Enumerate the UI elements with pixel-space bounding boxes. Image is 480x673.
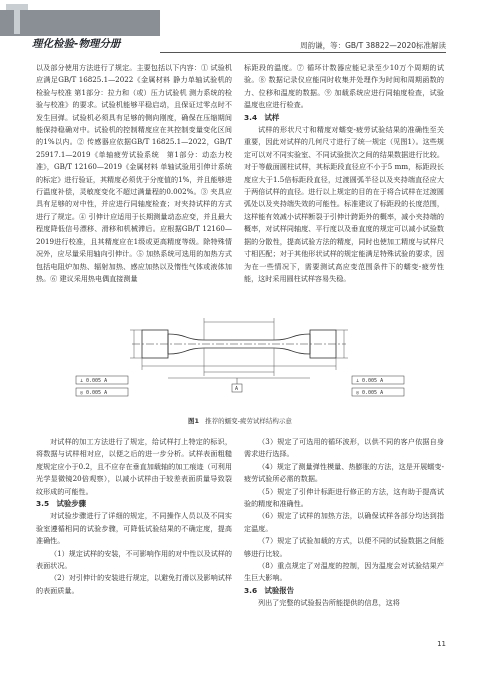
body-paragraph: （2）对引伸计的安装进行规定，以避免打滑以及影响试样的表面质量。 — [36, 573, 232, 595]
page-header — [0, 0, 480, 60]
journal-title: 理化检验-物理分册 — [32, 38, 121, 50]
body-paragraph: （4）规定了测量弹性模量、热膨胀的方法，这是开展蠕变-疲劳试验所必需的数据。 — [244, 461, 444, 484]
section-heading-3-6: 3.6 试验报告 — [244, 585, 295, 595]
body-paragraph: 以及部分使用方法进行了规定。主要包括以下内容：① 试验机应满足GB/T 16825.1—2022《金属材料 静力单轴试验机的检验与校准 第1部分：拉力和（或）压力试验机 测力系统的检验与校准》的要求。试验机能够平稳启动，且保证过零点时不发生回弹。试验机必须具有足够的侧向刚度，确保在压缩期间能保持稳确对中。试验机的控制精度应在其控制变量变化区间的1%以内。② 传感器应依据GB/T 16825.1—2022，GB/T 25917.1—2019《单轴疲劳试验系统 第1部分：动态力校准》，GB/T 12160—2019《金属材料 单轴试验用引伸计系统的标定》进行验证，其精度必须优于分度值的1%，并且能够进行温度补偿，灵敏度变化不超过满量程的0.002%。③ 夹具应具有足够的对中性，并应进行同轴度检查；对夹持试样的方式进行了规定。④ 引伸计应适用于长期测量动态应变，并且最大程度降低信号漂移、滑移和机械滞后。应根据GB/T 12160—2019进行校准，且其精度应在1级或更高精度等级。除特殊情况外，应尽量采用轴向引伸计。⑤ 加热系统可选用的加热方式包括电阻炉加热、辐射加热、感应加热以及惰性气体或液体加热。⑥ 建议采用热电偶直接测量 — [36, 63, 232, 283]
tolerance-label: ◎ 0.005 A — [356, 390, 384, 396]
specimen-drawing — [36, 308, 444, 412]
logo-glyph-icon — [6, 4, 28, 34]
figure-caption — [36, 416, 444, 425]
tolerance-label: ⊥ 0.005 A — [356, 378, 384, 384]
figure-1 — [36, 308, 444, 425]
body-paragraph: （7）规定了试验加载的方式，以便不同的试验数据之间能够进行比较。 — [244, 536, 444, 558]
specimen-outline — [132, 330, 346, 358]
top-right-column — [244, 62, 444, 285]
datum-label: A — [235, 386, 239, 392]
bottom-right-column — [244, 436, 444, 610]
body-paragraph: 列出了完整的试验报告所能提供的信息，这将 — [258, 598, 400, 608]
journal-logo — [0, 0, 160, 60]
body-paragraph: 对试样的加工方法进行了规定，给试样打上特定的标识，将数据与试样相对应，以便之后的进一步分析。试样表面粗糙度规定应小于0.2，且不应存在垂直加载轴的加工痕迹（可利用光学显微镜20倍观察），以减小试样由于较差表面质量导致裂纹形成的可能性。 — [36, 437, 232, 496]
tolerance-label: ⊥ 0.005 A — [80, 378, 108, 384]
body-paragraph: 对试验步骤进行了详细的规定，不同操作人员以及不同实验室遵循相同的试验步骤，可降低试验结果的不确定度，提高准确性。 — [36, 511, 232, 546]
tolerance-label: ◎ 0.005 A — [80, 390, 108, 396]
body-paragraph: （1）规定试样的安装，不可影响作用的对中性以及试样的表面状况。 — [36, 548, 232, 571]
page-number: 11 — [437, 640, 446, 648]
running-head: 周韵谦，等：GB/T 38822—2020标准解读 — [300, 41, 446, 50]
top-left-column — [36, 62, 232, 285]
section-heading-3-5: 3.5 试验步骤 — [36, 499, 87, 509]
body-paragraph: 试样的形状尺寸和精度对蠕变-疲劳试验结果的准确性至关重要，因此对试样的几何尺寸进行了统一规定（见图1）。这些规定可以对不同实验室、不同试验批次之间的结果数据进行比较。对于等截面圆柱试样，其标距段直径应不小于5 mm，标距段长度应大于1.5倍标距段直径，过渡圆弧半径以及夹持端直径应大于两倍试样的直径。进行以上规定的目的在于将合试样在过渡圆弧处以及夹持端失效的可能性。标准建议了标距段的长度范围，这样能有效减小试样断裂于引伸计跨距外的概率，减小夹持端的概率，对试样同轴度、平行度以及垂直度的规定可以减小试验数据的分散性，提高试验方法的精度，同时也使加工精度与试样尺寸相匹配；对于其他形状试样的规定能满足特殊试验的要求，因为在一些情况下，需要测试高应变范围条件下的蠕变-疲劳性能，这时采用圆柱试样容易失稳。 — [244, 125, 444, 283]
body-paragraph: 标距段的温度。⑦ 循环计数器应能记录至少10万个周期的试验。⑧ 数据记录仪应能同时收集并处理作为时间和周期函数的力、位移和温度的数据。⑨ 加载系统应进行同轴度检查，试验温度也应进行检查。 — [244, 63, 444, 110]
body-paragraph: （8）重点规定了对温度的控制，因为温度会对试验结果产生巨大影响。 — [244, 561, 444, 583]
bottom-left-column — [36, 436, 232, 597]
figure-number: 图1 — [188, 417, 200, 425]
body-paragraph: （5）规定了引伸计标距进行修正的方法，这有助于提高试验的精度和准确性。 — [244, 486, 444, 509]
body-paragraph: （6）规定了试样的加热方法，以确保试样各部分均达到指定温度。 — [244, 511, 444, 533]
tolerance-frames — [76, 376, 404, 396]
header-rule — [160, 52, 446, 53]
figure-caption-text: 推荐的蠕变-疲劳试样结构示意 — [205, 417, 292, 425]
section-heading-3-4: 3.4 试样 — [244, 112, 280, 122]
body-paragraph: （3）规定了可选用的循环波形，以供不同的客户依据自身需求进行选择。 — [244, 437, 444, 459]
